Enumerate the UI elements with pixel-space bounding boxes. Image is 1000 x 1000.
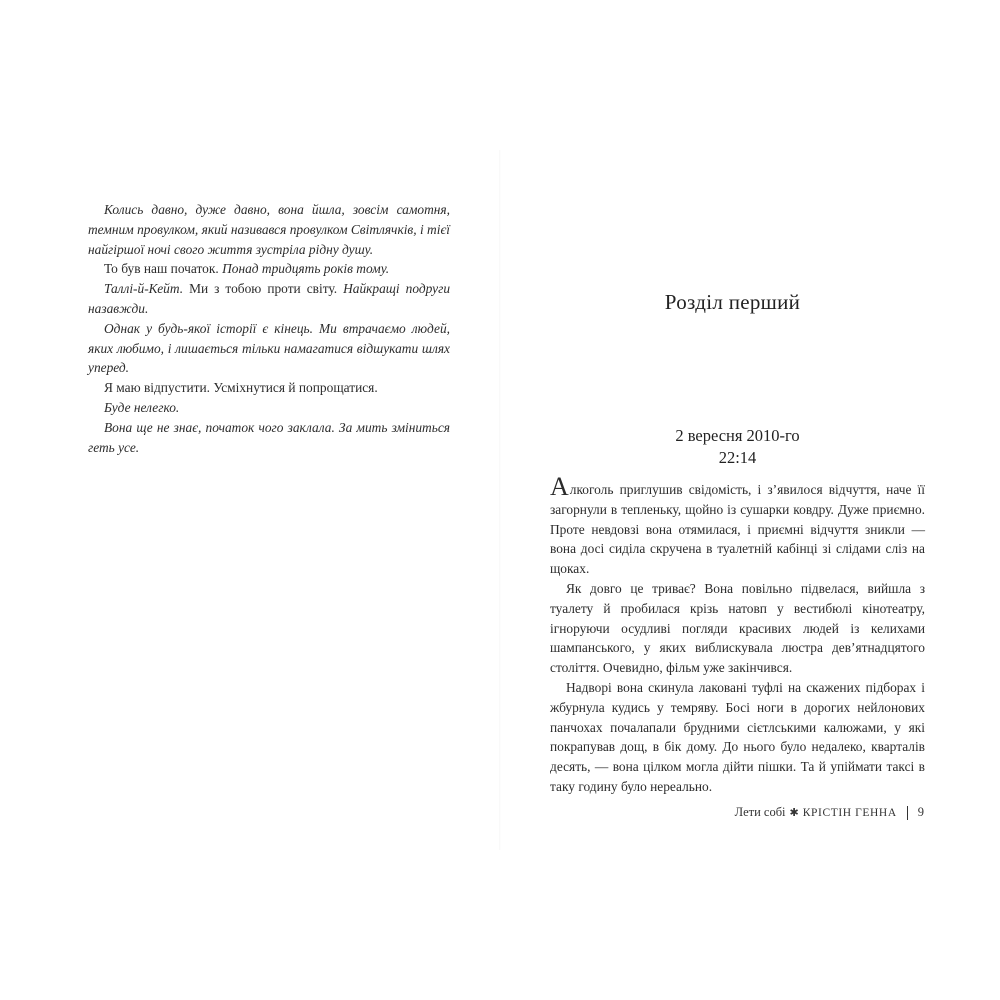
- footer-divider: [907, 806, 908, 820]
- drop-cap: А: [550, 472, 569, 501]
- chapter-time: 22:14: [718, 448, 757, 467]
- footer-book-title: Лети собі: [734, 805, 786, 819]
- body-paragraph: Як довго це триває? Вона повільно підвелася, вийшла з туалету й пробилася крізь натовп у вестибюлі кінотеатру, ігноруючи осудливі погляди красивих людей із келихами шампанського, у яких виблискувала люстра дев’ятнадцятого століття. Очевидно, фільм уже закінчився.: [550, 580, 925, 676]
- chapter-body: [550, 472, 925, 797]
- left-page: [88, 200, 450, 457]
- prologue-paragraph: Однак у будь-якої історії є кінець. Ми втрачаємо людей, яких любимо, і лишається тільки намагатися відшукати шлях уперед.: [88, 320, 450, 376]
- body-paragraph: Алкоголь приглушив свідомість, і з’явилося відчуття, наче її загорнули в тепленьку, щойно із сушарки ковдру. Дуже приємно. Проте невдовзі вона отямилася, і приємні відчуття зникли — вона досі сиділа скручена в туалетній кабінці зі слідами сліз на щоках.: [550, 472, 925, 577]
- prologue-paragraph: Вона ще не знає, початок чого заклала. За мить зміниться геть усе.: [88, 419, 450, 455]
- chapter-title: Розділ перший: [664, 290, 801, 314]
- right-page: [550, 290, 925, 797]
- prologue-paragraph: Буде нелегко.: [104, 399, 180, 415]
- footer-author: КРІСТІН ГЕННА: [802, 806, 897, 819]
- page-gutter: [499, 150, 501, 850]
- prologue-paragraph: Я маю відпустити. Усміхнутися й попрощатися.: [104, 380, 378, 396]
- prologue-paragraph: То був наш початок. Понад тридцять років тому.: [104, 261, 390, 277]
- chapter-date: 2 вересня 2010-го: [675, 426, 800, 445]
- prologue-paragraph: Колись давно, дуже давно, вона йшла, зовсім самотня, темним провулком, який називався провулком Світлячків, і тієї найгіршої ночі свого життя зустріла рідну душу.: [88, 202, 450, 257]
- chapter-dateline: [550, 425, 925, 469]
- page-number: 9: [917, 805, 924, 819]
- prologue-paragraph: Таллі-й-Кейт. Ми з тобою проти світу. Найкращі подруги назавжди.: [88, 281, 451, 316]
- page-footer: [735, 805, 924, 820]
- body-paragraph: Надворі вона скинула лаковані туфлі на скажених підборах і жбурнула кудись у темряву. Босі ноги в дорогих нейлонових панчохах почалапали брудними сієтлськими калюжами, у які покрапував дощ, в бік дому. До нього було недалеко, кварталів десять, — вона цілком могла дійти пішки. Та й упіймати таксі в таку годину було нереально.: [550, 679, 925, 794]
- butterfly-icon: ✱: [789, 807, 799, 819]
